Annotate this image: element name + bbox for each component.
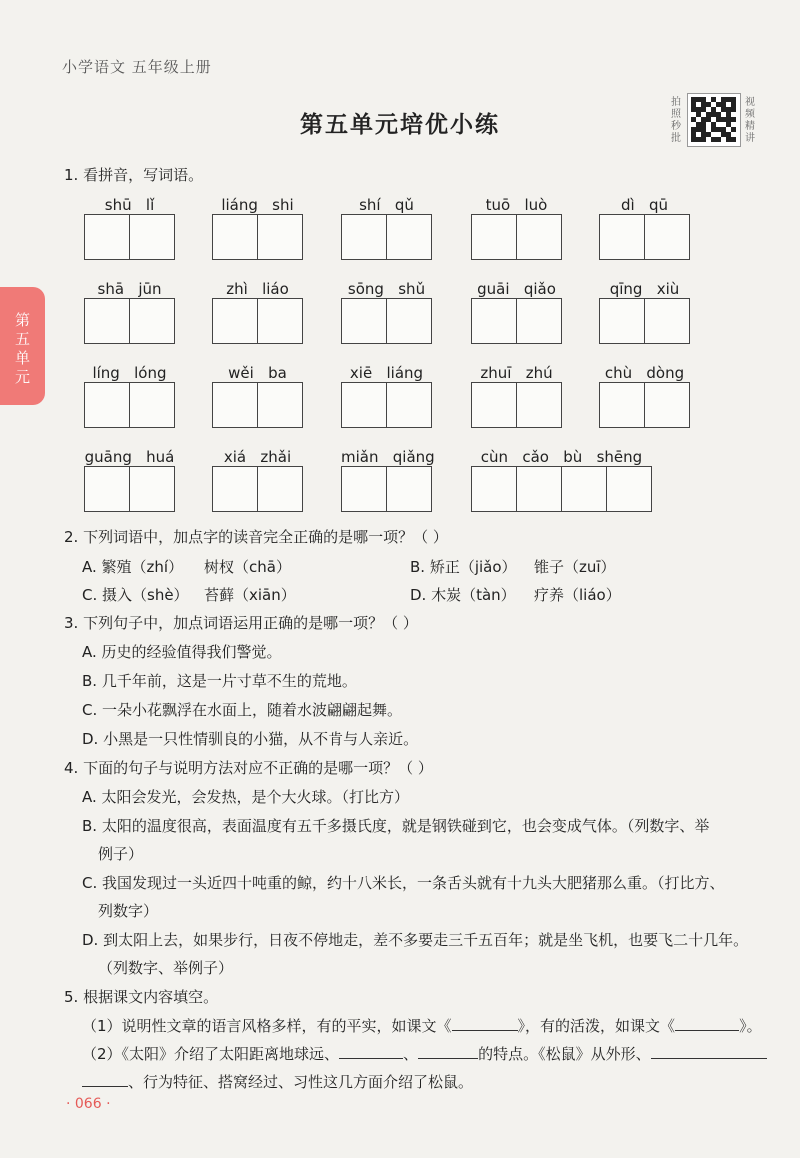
q2-option-b2: 锥子（zuī） [534, 558, 616, 576]
q2-option-b1[interactable]: B. 矫正（jiǎo） [410, 558, 517, 576]
q5-item-2-line1 [82, 1043, 767, 1064]
q4-option-c-line1[interactable]: C. 我国发现过一头近四十吨重的鲸，约十八米长，一条舌头就有十九头大肥猪那么重。（打比方、 [82, 874, 725, 892]
pinyin-label: shí qǔ [359, 196, 414, 214]
q2-option-c2: 苔藓（xiān） [204, 586, 296, 604]
side-tab-char: 单 [14, 349, 30, 367]
page-number: · 066 · [66, 1096, 111, 1112]
writing-box[interactable] [471, 466, 517, 512]
q5-2-blank-1[interactable] [339, 1044, 403, 1059]
writing-box[interactable] [516, 298, 562, 344]
q2-a1-text: A. 繁殖（zhí） [82, 558, 184, 576]
writing-box[interactable] [341, 466, 387, 512]
q3-title: 3. 下列句子中，加点词语运用正确的是哪一项？（ ） [64, 614, 418, 632]
pinyin-label: xiá zhǎi [223, 448, 292, 466]
q5-1-text-b: 》，有的活泼，如课文《 [517, 1017, 676, 1035]
writing-box[interactable] [599, 298, 645, 344]
writing-box[interactable] [606, 466, 652, 512]
side-tab-char: 五 [14, 330, 30, 348]
q4-option-b-line2: 例子） [98, 845, 144, 863]
pinyin-label: zhì liáo [226, 280, 289, 298]
writing-box[interactable] [257, 214, 303, 260]
writing-box[interactable] [84, 466, 130, 512]
q4-option-d-line2: （列数字、举例子） [98, 959, 234, 977]
q5-2-blank-4[interactable] [82, 1072, 128, 1087]
pinyin-label: qīng xiù [609, 280, 680, 298]
writing-boxes [599, 298, 689, 344]
qr-code-icon[interactable] [687, 93, 741, 147]
pinyin-label: guāi qiǎo [477, 280, 556, 298]
writing-boxes [599, 214, 689, 260]
writing-boxes [212, 298, 302, 344]
writing-box[interactable] [341, 214, 387, 260]
writing-box[interactable] [129, 382, 175, 428]
writing-box[interactable] [599, 214, 645, 260]
writing-box[interactable] [341, 298, 387, 344]
writing-boxes [599, 382, 689, 428]
writing-boxes [471, 466, 651, 512]
unit-side-tab[interactable] [0, 287, 45, 405]
writing-box[interactable] [386, 382, 432, 428]
q5-1-text-c: 》。 [739, 1017, 762, 1035]
writing-boxes [212, 214, 302, 260]
writing-box[interactable] [471, 382, 517, 428]
q5-2-blank-2[interactable] [418, 1044, 478, 1059]
writing-boxes [471, 382, 561, 428]
writing-box[interactable] [212, 466, 258, 512]
writing-box[interactable] [212, 382, 258, 428]
q2-option-a1[interactable] [82, 556, 183, 577]
pinyin-label: shā jūn [97, 280, 162, 298]
page-title: 第五单元培优小练 [300, 112, 500, 138]
writing-boxes [341, 466, 431, 512]
writing-box[interactable] [129, 298, 175, 344]
q4-option-a[interactable]: A. 太阳会发光，会发热，是个大火球。（打比方） [82, 788, 410, 806]
writing-boxes [341, 298, 431, 344]
writing-boxes [471, 298, 561, 344]
pinyin-label: shū lǐ [104, 196, 155, 214]
writing-box[interactable] [644, 382, 690, 428]
writing-box[interactable] [471, 214, 517, 260]
writing-box[interactable] [212, 214, 258, 260]
q2-option-d2: 疗养（liáo） [534, 586, 621, 604]
pinyin-label: guāng huá [84, 448, 175, 466]
writing-box[interactable] [212, 298, 258, 344]
qr-right-label: 视频精讲 [745, 97, 755, 144]
writing-box[interactable] [129, 466, 175, 512]
pinyin-label: xiē liáng [349, 364, 424, 382]
writing-boxes [341, 382, 431, 428]
q5-2-text-b: 、 [403, 1045, 419, 1063]
q1-title: 1. 看拼音，写词语。 [64, 166, 204, 184]
writing-boxes [84, 214, 174, 260]
q3-option-b[interactable]: B. 几千年前，这是一片寸草不生的荒地。 [82, 672, 357, 690]
q4-option-c-line2: 列数字） [98, 902, 159, 920]
writing-box[interactable] [516, 382, 562, 428]
writing-box[interactable] [386, 298, 432, 344]
q5-2-text-c: 的特点。《松鼠》从外形、 [478, 1045, 651, 1063]
writing-boxes [84, 466, 174, 512]
writing-box[interactable] [84, 382, 130, 428]
writing-box[interactable] [516, 214, 562, 260]
q5-item-2-line2 [82, 1071, 473, 1092]
pinyin-label: cùn cǎo bù shēng [480, 448, 643, 466]
pinyin-label: sōng shǔ [347, 280, 426, 298]
writing-box[interactable] [599, 382, 645, 428]
writing-box[interactable] [644, 214, 690, 260]
q3-option-a[interactable]: A. 历史的经验值得我们警觉。 [82, 643, 282, 661]
q3-option-c[interactable]: C. 一朵小花飘浮在水面上，随着水波翩翩起舞。 [82, 701, 403, 719]
writing-box[interactable] [471, 298, 517, 344]
qr-left-label: 拍照秒批 [671, 97, 681, 144]
q2-option-a2: 树杈（chā） [204, 558, 291, 576]
writing-box[interactable] [644, 298, 690, 344]
q5-1-blank-1[interactable] [452, 1016, 518, 1031]
q5-item-1 [82, 1015, 762, 1036]
pinyin-label: tuō luò [485, 196, 548, 214]
pinyin-label: wěi ba [228, 364, 287, 382]
q4-option-d-line1[interactable]: D. 到太阳上去，如果步行，日夜不停地走，差不多要走三千五百年；就是坐飞机，也要飞二十几年。 [82, 931, 749, 949]
writing-box[interactable] [386, 466, 432, 512]
writing-box[interactable] [341, 382, 387, 428]
pinyin-label: dì qū [620, 196, 669, 214]
q5-title: 5. 根据课文内容填空。 [64, 988, 219, 1006]
qr-block[interactable] [668, 93, 758, 149]
q4-title: 4. 下面的句子与说明方法对应不正确的是哪一项？（ ） [64, 759, 433, 777]
writing-boxes [212, 466, 302, 512]
q5-2-text-d: 、行为特征、搭窝经过、习性这几方面介绍了松鼠。 [128, 1073, 474, 1091]
writing-box[interactable] [561, 466, 607, 512]
writing-box[interactable] [84, 298, 130, 344]
writing-boxes [212, 382, 302, 428]
q2-option-d1[interactable]: D. 木炭（tàn） [410, 586, 516, 604]
q5-2-text-a: （2）《太阳》介绍了太阳距离地球远、 [82, 1045, 340, 1063]
q5-2-blank-3[interactable] [651, 1044, 767, 1059]
writing-box[interactable] [516, 466, 562, 512]
q4-option-b-line1[interactable]: B. 太阳的温度很高，表面温度有五千多摄氏度，就是钢铁碰到它，也会变成气体。（列数字、举 [82, 817, 710, 835]
writing-boxes [84, 298, 174, 344]
q3-option-d[interactable]: D. 小黑是一只性情驯良的小猫，从不肯与人亲近。 [82, 730, 419, 748]
writing-box[interactable] [257, 466, 303, 512]
writing-boxes [84, 382, 174, 428]
writing-box[interactable] [84, 214, 130, 260]
writing-boxes [341, 214, 431, 260]
writing-box[interactable] [257, 382, 303, 428]
pinyin-label: chù dòng [604, 364, 685, 382]
side-tab-char: 元 [14, 368, 30, 386]
pinyin-label: liáng shi [221, 196, 294, 214]
q2-option-c1[interactable]: C. 摄入（shè） [82, 586, 189, 604]
writing-box[interactable] [257, 298, 303, 344]
pinyin-label: zhuī zhú [480, 364, 553, 382]
q5-1-text-a: （1）说明性文章的语言风格多样，有的平实，如课文《 [82, 1017, 452, 1035]
pinyin-label: miǎn qiǎng [341, 448, 435, 466]
side-tab-char: 第 [14, 311, 30, 329]
pinyin-label: líng lóng [92, 364, 167, 382]
writing-box[interactable] [386, 214, 432, 260]
writing-box[interactable] [129, 214, 175, 260]
q2-title: 2. 下列词语中，加点字的读音完全正确的是哪一项？（ ） [64, 528, 448, 546]
header-book-title: 小学语文 五年级上册 [62, 58, 212, 76]
writing-boxes [471, 214, 561, 260]
q5-1-blank-2[interactable] [675, 1016, 739, 1031]
